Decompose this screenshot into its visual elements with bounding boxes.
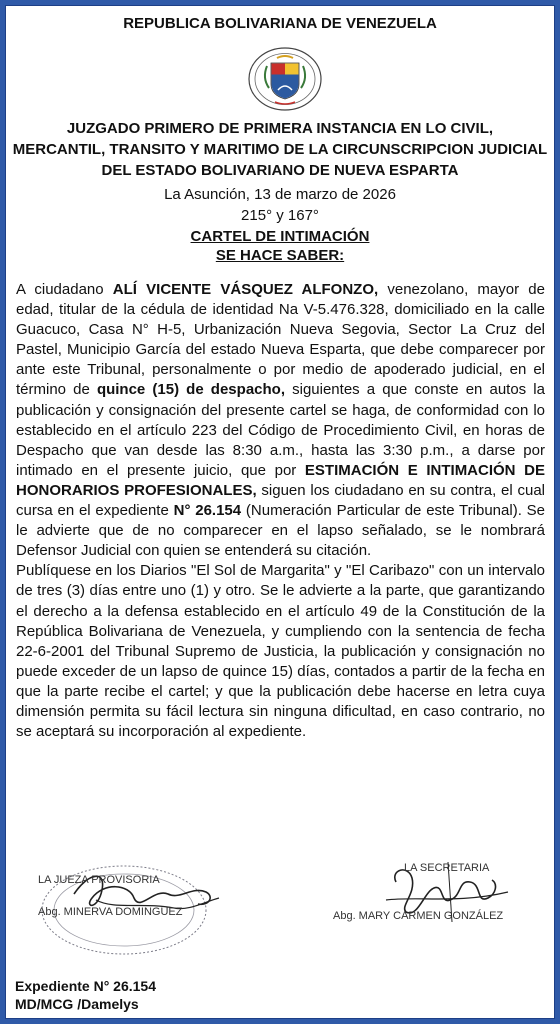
se-hace-saber: SE HACE SABER: [215, 247, 345, 264]
court-line-3: DEL ESTADO BOLIVARIANO DE NUEVA ESPARTA [101, 162, 459, 179]
court-heading [6, 118, 554, 181]
term-days: quince (15) de despacho, [96, 381, 285, 399]
cartel-title: CARTEL DE INTIMACIÓN [190, 228, 370, 245]
city-date: La Asunción, 13 de marzo de 2026 [164, 186, 396, 203]
notice-body [16, 280, 545, 742]
judge-title: LA JUEZA PROVISORIA [38, 874, 160, 886]
defendant-name: ALÍ VICENTE VÁSQUEZ ALFONZO, [112, 281, 379, 298]
footer-initials: MD/MCG /Damelys [15, 996, 139, 1012]
court-line-1: JUZGADO PRIMERO DE PRIMERA INSTANCIA EN LO CIVIL, [66, 120, 494, 137]
republic-heading: REPUBLICA BOLIVARIANA DE VENEZUELA [123, 15, 437, 32]
court-line-2: MERCANTIL, TRANSITO Y MARITIMO DE LA CIRCUNSCRIPCION JUDICIAL [12, 141, 548, 158]
footer-file: Expediente N° 26.154 [15, 978, 156, 994]
secretary-title: LA SECRETARIA [404, 862, 490, 874]
edict-notice [5, 5, 555, 1019]
judge-name: Abg. MINERVA DOMINGUEZ [38, 906, 183, 918]
court-seal-icon [247, 46, 323, 112]
file-number: N° 26.154 [173, 502, 242, 520]
judge-signature-icon [34, 842, 234, 962]
years-line: 215° y 167° [241, 207, 319, 224]
case-matter: ESTIMACIÓN E INTIMACIÓN DE HONORARIOS PROFESIONALES, [16, 461, 545, 499]
paragraph-summons: A ciudadano ALÍ VICENTE VÁSQUEZ ALFONZO, venezolano, mayor de edad, titular de la cédula de identidad Na V-5.476.328, domiciliado en la calle Guacuco, Casa N° H-5, Urbanización Nueva Segovia, Sector La Cruz del Pastel, Municipio García del estado Nueva Esparta, que debe comparecer por ante este Tribunal, personalmente o por medio de apoderado judicial, en el término de quince (15) de despacho, siguientes a que conste en autos la publicación y consignación del presente cartel se haga, de conformidad con lo establecido en el artículo 223 del Código de Procedimiento Civil, en horas de Despacho que van desde las 8:30 a.m., hasta las 3:30 p.m., a darse por intimado en el presente juicio, que por ESTIMACIÓN E INTIMACIÓN DE HONORARIOS PROFESIONALES, siguen los ciudadano en su contra, el cual cursa en el expediente N° 26.154 (Numeración Particular de este Tribunal). Se le advierte que de no comparecer en el lapso señalado, se le nombrará Defensor Judicial con quien se entenderá su citación. [16, 281, 545, 560]
paragraph-publication: Publíquese en los Diarios "El Sol de Margarita" y "El Caribazo" con un intervalo de tres (3) días entre uno (1) y otro. Se le advierte a la parte, que garantizando el derecho a la defensa establecido en el artículo 49 de la Constitución de la República Bolivariana de Venezuela, y cumpliendo con la sentencia de fecha 22-6-2001 del Tribunal Supremo de Justicia, la publicación y consignación no puede exceder de un lapso de quince 15) días, contados a partir de la fecha en que la parte recibe el cartel; y que la publicación debe hacerse en letra cuya dimensión permita su fácil lectura sin ninguna dificultad, en caso contrario, no se aceptará su incorporación al expediente. [16, 562, 545, 741]
secretary-name: Abg. MARY CARMEN GONZÁLEZ [333, 910, 504, 922]
